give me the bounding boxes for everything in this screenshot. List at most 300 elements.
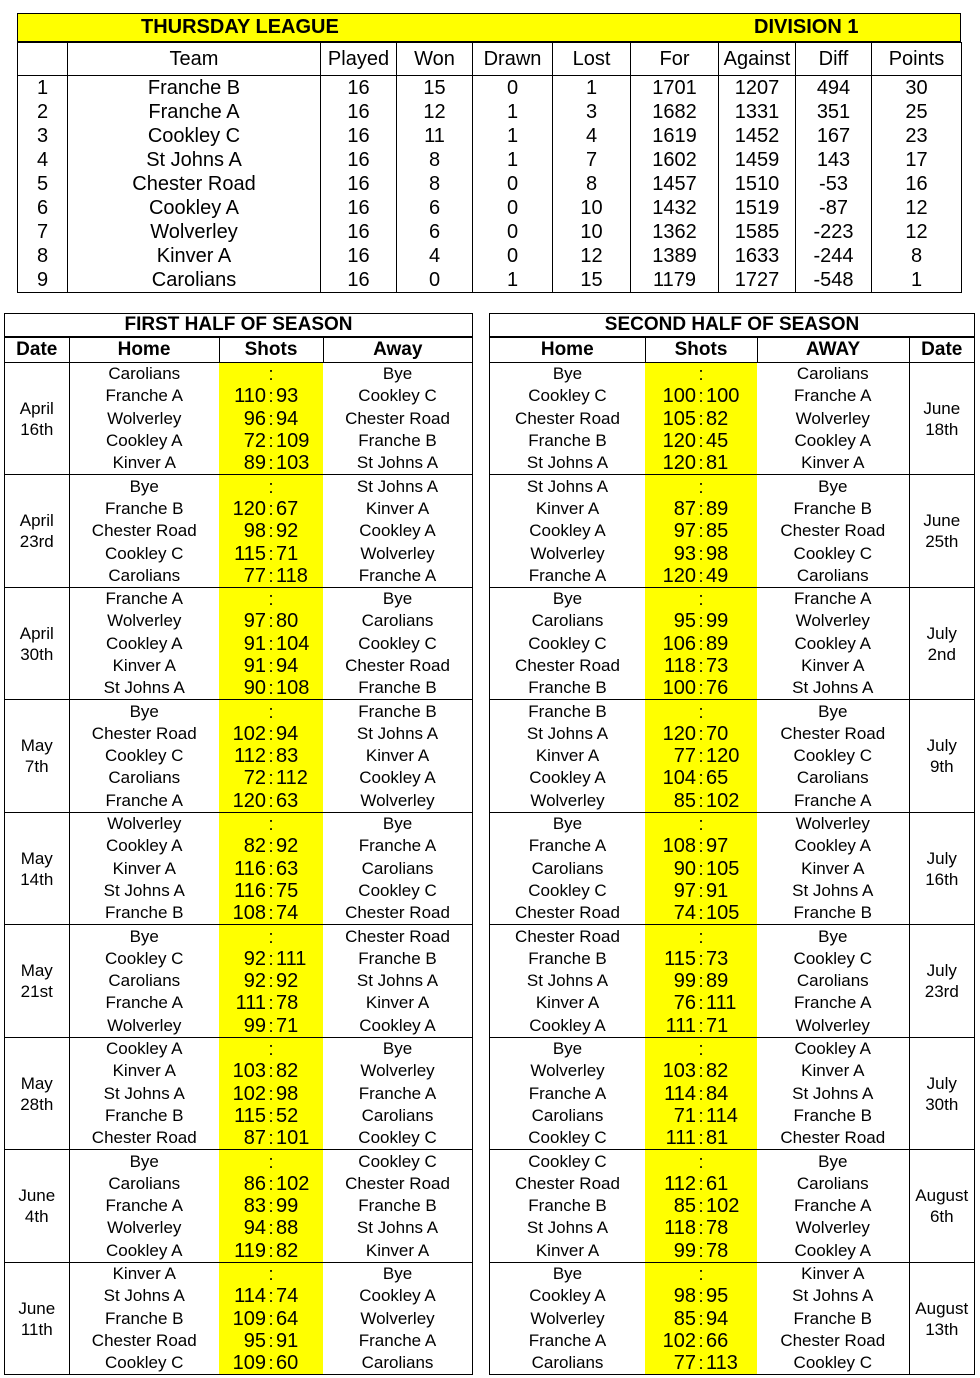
home-shots (219, 1150, 266, 1173)
fixture-row (5, 1352, 472, 1375)
standings-cell: -87 (796, 196, 872, 220)
fixture-row (5, 812, 472, 835)
standings-cell: 167 (796, 124, 872, 148)
away-shots (706, 363, 757, 386)
away-team: Cookley A (794, 431, 872, 451)
fixture-row (490, 1262, 974, 1285)
standings-cell: 6 (18, 196, 68, 220)
standings-cell: -223 (796, 220, 872, 244)
standings-cell: St Johns A (68, 148, 321, 172)
away-team: Bye (818, 926, 848, 946)
home-shots: 108 (645, 835, 696, 857)
standings-cell: -244 (796, 244, 872, 268)
home-shots (645, 1037, 696, 1060)
away-team: Cookley C (757, 1352, 909, 1375)
away-shots: 82 (706, 1060, 757, 1082)
away-team: Kinver A (365, 498, 430, 518)
score-separator: : (266, 542, 276, 564)
fixture-row (5, 700, 472, 723)
standings-cell: 1362 (631, 220, 719, 244)
week-day: 16th (925, 869, 959, 889)
away-team: Bye (382, 1264, 413, 1284)
standings-cell: Chester Road (68, 172, 321, 196)
first-half-title: FIRST HALF OF SEASON (5, 314, 472, 337)
score-separator: : (696, 1307, 706, 1329)
away-shots: 102 (706, 790, 757, 813)
away-shots: 98 (276, 1083, 323, 1105)
home-shots: 115 (645, 948, 696, 970)
home-shots: 85 (645, 790, 696, 813)
home-shots (219, 363, 266, 386)
away-shots: 105 (706, 902, 757, 925)
standings-cell: 1585 (719, 220, 796, 244)
standings-cell: 16 (872, 172, 962, 196)
standings-col-header: Won (397, 43, 473, 76)
away-team: Franche B (323, 677, 472, 700)
away-shots: 92 (276, 520, 323, 542)
home-shots (219, 1262, 266, 1285)
week-month: August (915, 1298, 969, 1318)
week-day: 23rd (924, 982, 959, 1002)
home-team: Franche B (69, 902, 219, 925)
away-shots: 81 (706, 452, 757, 475)
standings-col-header: Lost (553, 43, 631, 76)
home-shots: 114 (645, 1083, 696, 1105)
home-shots (219, 700, 266, 723)
away-team: Cookley A (359, 1286, 436, 1306)
shots-header: Shots (645, 338, 757, 363)
score-separator: : (696, 1262, 706, 1285)
fixture-row (490, 610, 974, 632)
fixture-row (5, 542, 472, 564)
away-team: Franche A (794, 993, 872, 1013)
standings-cell: 1 (18, 76, 68, 101)
score-separator: : (696, 700, 706, 723)
score-separator: : (266, 1127, 276, 1150)
home-team: Wolverley (69, 1015, 219, 1038)
home-shots: 92 (219, 948, 266, 970)
score-separator: : (266, 363, 276, 386)
standings-cell: 1727 (719, 268, 796, 293)
score-separator: : (696, 520, 706, 542)
score-separator: : (696, 925, 706, 948)
week-month: June (18, 1298, 56, 1318)
home-shots: 108 (219, 902, 266, 925)
home-team: Franche B (528, 948, 607, 968)
standings-cell: 8 (872, 244, 962, 268)
home-shots: 119 (219, 1240, 266, 1263)
standings-cell: 8 (18, 244, 68, 268)
home-team: Cookley C (528, 386, 607, 406)
away-shots (706, 1262, 757, 1285)
home-shots (219, 475, 266, 498)
fixture-row (490, 700, 974, 723)
away-team: St Johns A (757, 677, 909, 700)
home-team: Wolverley (107, 408, 182, 428)
home-shots: 114 (219, 1285, 266, 1307)
home-team: Franche B (105, 498, 184, 518)
home-shots: 99 (219, 1015, 266, 1038)
away-shots: 74 (276, 1285, 323, 1307)
week-day: 28th (20, 1094, 54, 1114)
away-shots (276, 1037, 323, 1060)
home-shots: 100 (645, 385, 696, 407)
away-shots: 103 (276, 452, 323, 475)
standings-cell: 1701 (631, 76, 719, 101)
away-team: Franche B (358, 431, 437, 451)
standings-cell: 4 (553, 124, 631, 148)
home-shots: 109 (219, 1307, 266, 1329)
away-shots: 100 (706, 385, 757, 407)
away-shots: 82 (276, 1240, 323, 1263)
fixture-row (490, 542, 974, 564)
standings-cell: 351 (796, 100, 872, 124)
score-separator: : (266, 858, 276, 880)
home-shots: 91 (219, 633, 266, 655)
home-team: Wolverley (530, 1061, 605, 1081)
second-half-fixtures (490, 337, 974, 1375)
away-team: Kinver A (365, 746, 430, 766)
home-shots: 112 (645, 1173, 696, 1195)
away-shots: 102 (706, 1195, 757, 1217)
away-shots (276, 812, 323, 835)
home-team: Wolverley (107, 814, 182, 834)
score-separator: : (696, 430, 706, 452)
away-shots: 78 (706, 1217, 757, 1239)
away-shots (276, 475, 323, 498)
score-separator: : (266, 1217, 276, 1239)
fixture-row (5, 948, 472, 970)
home-team: Franche A (105, 589, 183, 609)
away-team: Franche A (323, 565, 472, 588)
fixture-row (5, 1307, 472, 1329)
score-separator: : (266, 1173, 276, 1195)
fixture-row (5, 385, 472, 407)
home-shots (645, 700, 696, 723)
standings-cell: 6 (397, 220, 473, 244)
home-team: Wolverley (490, 790, 645, 813)
away-shots: 78 (706, 1240, 757, 1263)
standings-row (18, 100, 962, 124)
score-separator: : (266, 1240, 276, 1263)
home-shots (645, 587, 696, 610)
score-separator: : (696, 835, 706, 857)
away-shots (276, 700, 323, 723)
away-shots: 71 (276, 1015, 323, 1038)
away-shots (706, 925, 757, 948)
standings-cell: 30 (872, 76, 962, 101)
away-team: Franche B (757, 902, 909, 925)
away-shots: 75 (276, 880, 323, 902)
home-shots: 112 (219, 745, 266, 767)
fixture-row (5, 1015, 472, 1038)
home-shots: 86 (219, 1173, 266, 1195)
home-team: Chester Road (515, 1173, 620, 1193)
away-shots: 73 (706, 655, 757, 677)
standings-cell: Franche B (68, 76, 321, 101)
away-shots: 71 (276, 542, 323, 564)
home-shots: 77 (645, 1352, 696, 1375)
fixture-row (5, 1150, 472, 1173)
away-team: Kinver A (801, 1264, 865, 1284)
standings-cell: 15 (553, 268, 631, 293)
standings-header (18, 43, 962, 76)
score-separator: : (696, 1015, 706, 1038)
fixture-row (490, 992, 974, 1014)
away-team: Kinver A (801, 656, 865, 675)
away-team: Chester Road (345, 926, 450, 946)
score-separator: : (266, 970, 276, 992)
fixture-row (490, 1015, 974, 1038)
away-team: Kinver A (801, 1061, 865, 1081)
standings-col-header: Team (68, 43, 321, 76)
fixture-row (5, 1262, 472, 1285)
score-separator: : (266, 948, 276, 970)
week-date (5, 700, 69, 812)
standings-cell: Cookley A (68, 196, 321, 220)
away-team: Carolians (796, 971, 869, 991)
home-team: Cookley C (528, 1151, 607, 1171)
away-team: Carolians (361, 611, 434, 631)
week-day: 13th (925, 1319, 959, 1339)
fixture-row (490, 723, 974, 745)
fixture-row (490, 1150, 974, 1173)
fixture-row (490, 1285, 974, 1307)
away-team: Cookley A (359, 768, 436, 788)
score-separator: : (266, 1195, 276, 1217)
league-table-section (17, 13, 961, 293)
fixture-row (5, 767, 472, 789)
standings-cell: Franche A (68, 100, 321, 124)
away-shots: 99 (276, 1195, 323, 1217)
week-date (5, 812, 69, 924)
standings-cell: 0 (473, 244, 553, 268)
standings-row (18, 172, 962, 196)
home-team: Kinver A (112, 1264, 176, 1284)
home-shots: 109 (219, 1352, 266, 1375)
away-shots: 60 (276, 1352, 323, 1375)
home-shots: 118 (645, 1217, 696, 1239)
standings-cell: 16 (321, 100, 397, 124)
standings-cell: 3 (553, 100, 631, 124)
home-team: Cookley C (105, 746, 184, 766)
standings-row (18, 244, 962, 268)
away-shots (276, 587, 323, 610)
home-shots: 71 (645, 1105, 696, 1127)
away-shots: 81 (706, 1127, 757, 1150)
home-team: Carolians (531, 611, 604, 631)
fixture-row (490, 835, 974, 857)
standings-col-header: Points (872, 43, 962, 76)
score-separator: : (696, 1083, 706, 1105)
home-shots: 89 (219, 452, 266, 475)
fixture-row (490, 1307, 974, 1329)
score-separator: : (696, 587, 706, 610)
home-team: Chester Road (91, 521, 197, 541)
home-shots: 99 (645, 1240, 696, 1263)
away-shots: 80 (276, 610, 323, 632)
standings-cell: 12 (397, 100, 473, 124)
week-date (909, 1037, 974, 1149)
fixture-row (490, 1105, 974, 1127)
score-separator: : (266, 633, 276, 655)
fixture-row (490, 430, 974, 452)
away-team: Cookley A (359, 521, 436, 541)
fixture-row (490, 790, 974, 813)
fixture-row (5, 430, 472, 452)
away-shots: 67 (276, 498, 323, 520)
home-team: Franche A (105, 386, 183, 406)
home-shots: 74 (645, 902, 696, 925)
away-shots: 45 (706, 430, 757, 452)
home-team: Franche A (105, 993, 183, 1013)
fixture-row (5, 408, 472, 430)
week-date (909, 1150, 974, 1262)
score-separator: : (266, 610, 276, 632)
away-header: Away (323, 338, 472, 363)
away-team: Carolians (757, 565, 909, 588)
fixture-row (5, 1127, 472, 1150)
standings-row (18, 148, 962, 172)
away-team: Wolverley (757, 1015, 909, 1038)
away-shots: 88 (276, 1217, 323, 1239)
standings-cell: 5 (18, 172, 68, 196)
away-shots: 70 (706, 723, 757, 745)
standings-cell: 1 (872, 268, 962, 293)
fixture-row (490, 902, 974, 925)
fixture-row (5, 835, 472, 857)
away-team: Carolians (361, 1105, 434, 1125)
fixture-row (5, 610, 472, 632)
fixture-row (490, 408, 974, 430)
home-team: Kinver A (535, 746, 600, 766)
home-team: St Johns A (103, 880, 185, 900)
away-shots: 120 (706, 745, 757, 767)
home-team: Cookley A (105, 633, 183, 653)
away-team: Carolians (796, 364, 869, 384)
fixture-row (5, 475, 472, 498)
standings-cell: 16 (321, 268, 397, 293)
home-shots: 120 (219, 790, 266, 813)
fixture-row (5, 1105, 472, 1127)
home-shots (645, 925, 696, 948)
away-shots (706, 1037, 757, 1060)
home-shots: 100 (645, 677, 696, 700)
week-date (909, 587, 974, 699)
away-shots: 78 (276, 992, 323, 1014)
standings-cell: 1 (473, 100, 553, 124)
home-shots: 111 (645, 1127, 696, 1150)
score-separator: : (696, 633, 706, 655)
fixture-row (5, 1285, 472, 1307)
home-shots: 94 (219, 1217, 266, 1239)
standings-cell: 1457 (631, 172, 719, 196)
away-team: Kinver A (801, 858, 865, 878)
away-team: Cookley C (358, 880, 437, 900)
home-team: Carolians (531, 1105, 604, 1125)
away-shots: 89 (706, 633, 757, 655)
home-team: St Johns A (490, 452, 645, 475)
score-separator: : (696, 723, 706, 745)
away-shots: 102 (276, 1173, 323, 1195)
fixture-row (490, 1195, 974, 1217)
away-team: St Johns A (356, 971, 439, 991)
week-day: 11th (20, 1319, 53, 1339)
home-shots: 72 (219, 430, 266, 452)
score-separator: : (266, 655, 276, 677)
away-shots: 108 (276, 677, 323, 700)
home-shots: 93 (645, 542, 696, 564)
home-shots (219, 925, 266, 948)
away-team: Carolians (323, 1352, 472, 1375)
home-shots: 77 (219, 565, 266, 588)
home-team: Chester Road (91, 723, 197, 743)
away-shots (276, 363, 323, 386)
score-separator: : (696, 1195, 706, 1217)
standings-cell: 6 (397, 196, 473, 220)
away-team: Chester Road (757, 1127, 909, 1150)
home-shots: 85 (645, 1195, 696, 1217)
standings-cell: 16 (321, 244, 397, 268)
league-title: THURSDAY LEAGUE (141, 16, 339, 38)
score-separator: : (696, 812, 706, 835)
away-team: Franche B (358, 701, 437, 721)
score-separator: : (266, 1083, 276, 1105)
home-team: Franche A (105, 1196, 183, 1216)
standings-cell: 1459 (719, 148, 796, 172)
week-date (909, 1262, 974, 1374)
home-shots: 95 (219, 1330, 266, 1352)
standings-col-header: For (631, 43, 719, 76)
week-day: 25th (925, 532, 959, 552)
fixture-row (5, 1330, 472, 1352)
home-shots: 103 (219, 1060, 266, 1082)
away-shots (706, 475, 757, 498)
away-team: Chester Road (780, 1330, 886, 1350)
standings-cell: 1331 (719, 100, 796, 124)
score-separator: : (696, 858, 706, 880)
away-team: Cookley C (358, 1151, 437, 1171)
home-team: St Johns A (526, 723, 609, 743)
score-separator: : (266, 1262, 276, 1285)
week-month: May (20, 736, 53, 756)
score-separator: : (696, 970, 706, 992)
home-shots: 97 (645, 520, 696, 542)
standings-cell: 16 (321, 76, 397, 101)
fixture-row (490, 385, 974, 407)
score-separator: : (266, 767, 276, 789)
away-shots: 91 (276, 1330, 323, 1352)
away-team: Bye (382, 1039, 413, 1059)
away-header: AWAY (757, 338, 909, 363)
away-shots: 92 (276, 970, 323, 992)
score-separator: : (696, 1173, 706, 1195)
away-shots: 64 (276, 1307, 323, 1329)
score-separator: : (696, 767, 706, 789)
home-team: Wolverley (107, 611, 182, 631)
home-team: Chester Road (515, 926, 620, 946)
fixture-row (490, 1352, 974, 1375)
score-separator: : (696, 1105, 706, 1127)
away-team: Carolians (796, 1173, 869, 1193)
standings-cell: 1 (553, 76, 631, 101)
away-team: Cookley C (793, 746, 872, 766)
home-shots (645, 1150, 696, 1173)
away-team: Chester Road (345, 408, 450, 428)
score-separator: : (696, 902, 706, 925)
away-team: Franche A (358, 1083, 437, 1103)
home-team: Cookley C (528, 633, 607, 653)
